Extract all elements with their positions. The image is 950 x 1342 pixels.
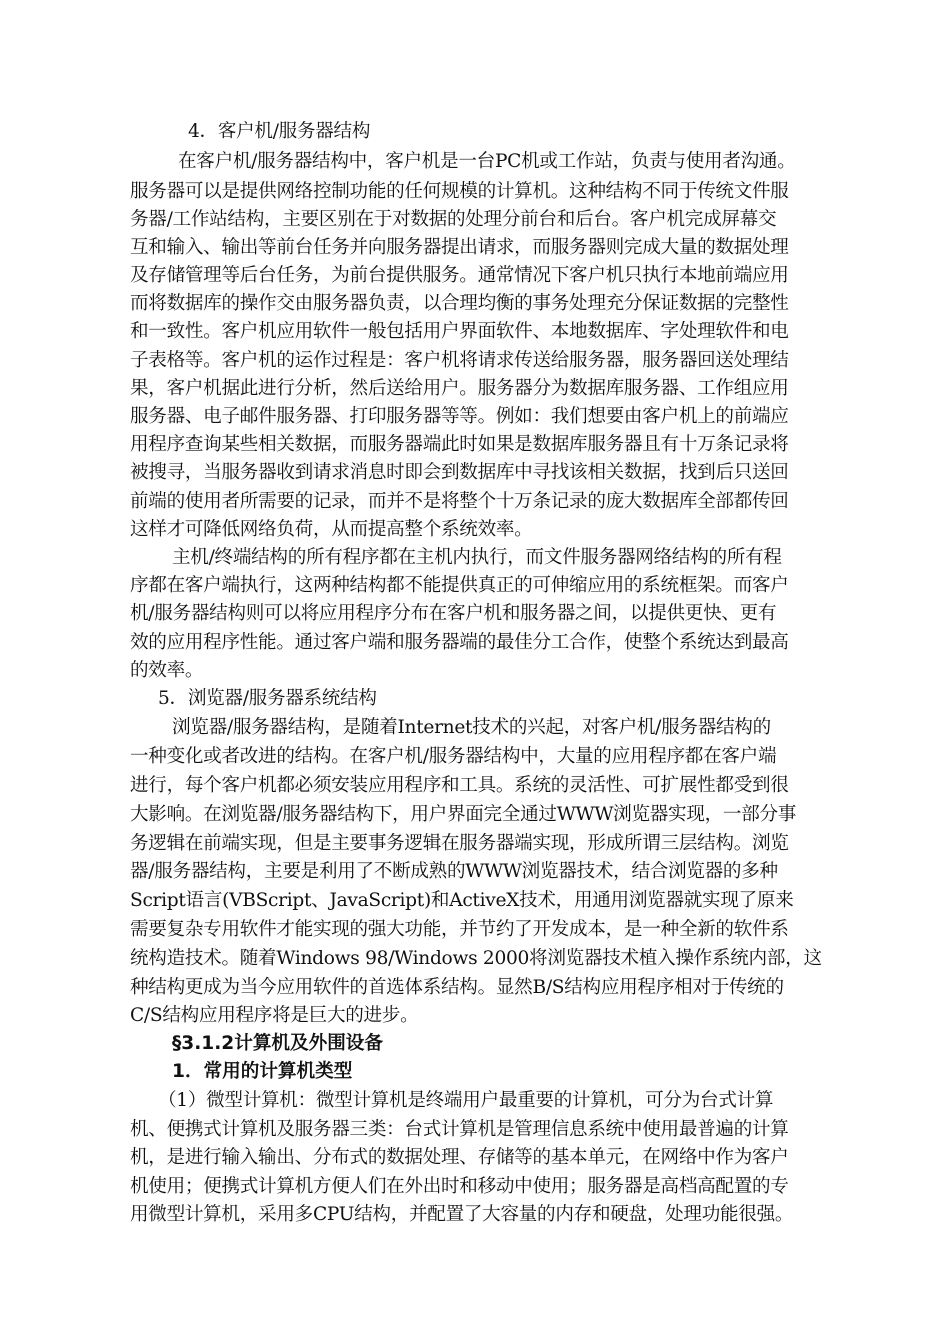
paragraph-line: 效的应用程序性能。通过客户端和服务器端的最佳分工合作，使整个系统达到最高 bbox=[130, 632, 789, 653]
paragraph-line: 互和输入、输出等前台任务并向服务器提出请求，而服务器则完成大量的数据处理 bbox=[130, 237, 789, 258]
paragraph-line: 用微型计算机，采用多CPU结构，并配置了大容量的内存和硬盘，处理功能很强。 bbox=[130, 1204, 794, 1225]
heading-browser-server: 5．浏览器/服务器系统结构 bbox=[158, 688, 377, 709]
paragraph-line: 前端的使用者所需要的记录，而并不是将整个十万条记录的庞大数据库全部都传回 bbox=[130, 491, 789, 512]
paragraph-line: 和一致性。客户机应用软件一般包括用户界面软件、本地数据库、字处理软件和电 bbox=[130, 321, 789, 342]
paragraph-line: 主机/终端结构的所有程序都在主机内执行，而文件服务器网络结构的所有程 bbox=[172, 547, 782, 568]
paragraph-line: 而将数据库的操作交由服务器负责，以合理均衡的事务处理充分保证数据的完整性 bbox=[130, 293, 789, 314]
paragraph-line: （1）微型计算机：微型计算机是终端用户最重要的计算机，可分为台式计算 bbox=[158, 1090, 774, 1111]
paragraph-line: 用程序查询某些相关数据，而服务器端此时如果是数据库服务器且有十万条记录将 bbox=[130, 434, 789, 455]
subsection-heading: 1．常用的计算机类型 bbox=[172, 1061, 353, 1082]
paragraph-line: 一种变化或者改进的结构。在客户机/服务器结构中，大量的应用程序都在客户端 bbox=[130, 746, 777, 767]
paragraph-line: 机使用；便携式计算机方便人们在外出时和移动中使用；服务器是高档高配置的专 bbox=[130, 1176, 789, 1197]
paragraph-line: 进行，每个客户机都必须安装应用程序和工具。系统的灵活性、可扩展性都受到很 bbox=[130, 775, 789, 796]
paragraph-line: 务逻辑在前端实现，但是主要事务逻辑在服务器端实现，形成所谓三层结构。浏览 bbox=[130, 833, 789, 854]
section-heading: §3.1.2计算机及外围设备 bbox=[172, 1033, 383, 1054]
paragraph-line: 大影响。在浏览器/服务器结构下，用户界面完全通过WWW浏览器实现，一部分事 bbox=[130, 804, 797, 825]
paragraph-line: 种结构更成为当今应用软件的首选体系结构。显然B/S结构应用程序相对于传统的 bbox=[130, 977, 784, 998]
paragraph-line: 被搜寻，当服务器收到请求消息时即会到数据库中寻找该相关数据，找到后只送回 bbox=[130, 462, 789, 483]
paragraph-line: 服务器可以是提供网络控制功能的任何规模的计算机。这种结构不同于传统文件服 bbox=[130, 181, 789, 202]
paragraph-line: 器/服务器结构，主要是利用了不断成熟的WWW浏览器技术，结合浏览器的多种 bbox=[130, 861, 778, 882]
paragraph-line: 机、便携式计算机及服务器三类：台式计算机是管理信息系统中使用最普遍的计算 bbox=[130, 1119, 789, 1140]
paragraph-line: 序都在客户端执行，这两种结构都不能提供真正的可伸缩应用的系统框架。而客户 bbox=[130, 575, 789, 596]
paragraph-line: 机，是进行输入输出、分布式的数据处理、存储等的基本单元，在网络中作为客户 bbox=[130, 1147, 789, 1168]
paragraph-line: 服务器、电子邮件服务器、打印服务器等等。例如：我们想要由客户机上的前端应 bbox=[130, 406, 789, 427]
paragraph-line: 在客户机/服务器结构中，客户机是一台PC机或工作站，负责与使用者沟通。 bbox=[178, 151, 796, 172]
paragraph-line: 及存储管理等后台任务，为前台提供服务。通常情况下客户机只执行本地前端应用 bbox=[130, 265, 789, 286]
paragraph-line: Script语言(VBScript、JavaScript)和ActiveX技术，用通用浏览器就实现了原来 bbox=[130, 890, 794, 911]
paragraph-line: 需要复杂专用软件才能实现的强大功能，并节约了开发成本，是一种全新的软件系 bbox=[130, 919, 789, 940]
heading-client-server: 4．客户机/服务器结构 bbox=[188, 121, 371, 142]
paragraph-line: 务器/工作站结构，主要区别在于对数据的处理分前台和后台。客户机完成屏幕交 bbox=[130, 209, 777, 230]
paragraph-line: 机/服务器结构则可以将应用程序分布在客户机和服务器之间，以提供更快、更有 bbox=[130, 603, 777, 624]
paragraph-line: 浏览器/服务器结构，是随着Internet技术的兴起，对客户机/服务器结构的 bbox=[172, 717, 771, 738]
paragraph-line: 果，客户机据此进行分析，然后送给用户。服务器分为数据库服务器、工作组应用 bbox=[130, 378, 789, 399]
paragraph-line: C/S结构应用程序将是巨大的进步。 bbox=[130, 1005, 419, 1026]
paragraph-line: 子表格等。客户机的运作过程是：客户机将请求传送给服务器，服务器回送处理结 bbox=[130, 350, 789, 371]
paragraph-line: 的效率。 bbox=[130, 660, 204, 681]
paragraph-line: 这样才可降低网络负荷，从而提高整个系统效率。 bbox=[130, 519, 533, 540]
paragraph-line: 统构造技术。随着Windows 98/Windows 2000将浏览器技术植入操作系统内部，这 bbox=[130, 948, 822, 969]
